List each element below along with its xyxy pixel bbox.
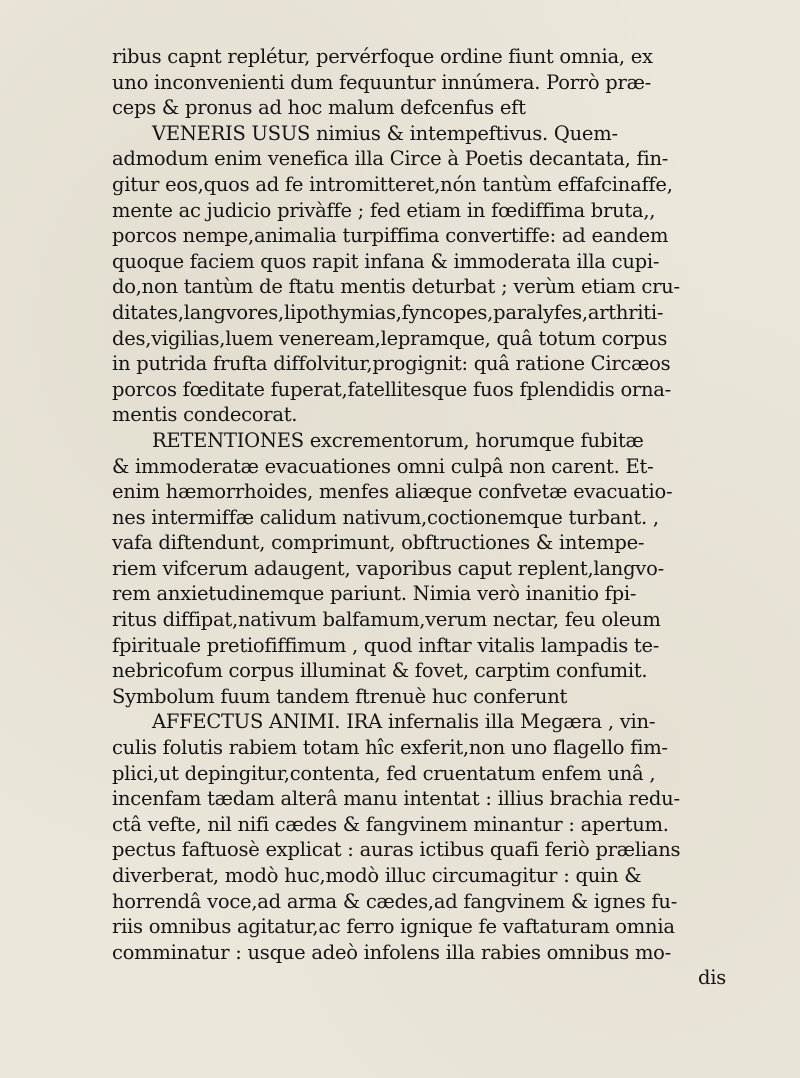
text-line: riis omnibus agitatur,ac ferro ignique fe vaftaturam omnia <box>112 915 675 939</box>
text-line: mente ac judicio privàffe ; fed etiam in fœdiffima bruta,, <box>112 198 656 222</box>
text-line: riem vifcerum adaugent, vaporibus caput replent,langvo- <box>112 556 664 580</box>
text-line: ctâ vefte, nil nifi cædes & fangvinem minantur : apertum. <box>112 812 669 836</box>
text-line: enim hæmorrhoides, menfes aliæque confvetæ evacuatio- <box>112 480 673 504</box>
text-line: porcos nempe,animalia turpiffima convertiffe: ad eandem <box>112 224 669 248</box>
text-line: nes intermiffæ calidum nativum,coctionemque turbant. , <box>112 505 659 529</box>
text-line: ribus capnt replétur, pervérfoque ordine fiunt omnia, ex <box>112 45 653 68</box>
text-line: rem anxietudinemque pariunt. Nimia verò inanitio fpi- <box>112 582 637 606</box>
text-line: Symbolum fuum tandem ftrenuè huc conferunt <box>112 684 568 708</box>
text-line: & immoderatæ evacuationes omni culpâ non carent. Et- <box>112 454 654 478</box>
text-line: mentis condecorat. <box>112 403 298 427</box>
text-line: pectus faftuosè explicat : auras ictibus quafi feriò prælians <box>112 838 681 862</box>
text-line: horrendâ voce,ad arma & cædes,ad fangvinem & ignes fu- <box>112 889 678 913</box>
text-line: ditates,langvores,lipothymias,fyncopes,paralyfes,arthriti- <box>112 300 664 324</box>
text-line: fpirituale pretiofiffimum , quod inftar vitalis lampadis te- <box>112 633 660 657</box>
text-line: culis folutis rabiem totam hîc exferit,non uno flagello fim- <box>112 736 668 760</box>
paragraph-heading-line: RETENTIONES excrementorum, horumque fubitæ <box>152 428 644 452</box>
text-line: do,non tantùm de ftatu mentis deturbat ; verùm etiam cru- <box>112 275 680 299</box>
text-line: quoque faciem quos rapit infana & immoderata illa cupi- <box>112 249 660 273</box>
text-line: ceps & pronus ad hoc malum defcenfus eft <box>112 96 526 120</box>
text-line: gitur eos,quos ad fe intromitteret,nón tantùm effafcinaffe, <box>112 172 673 196</box>
text-line: comminatur : usque adeò infolens illa rabies omnibus mo- <box>112 940 672 964</box>
paragraph-heading-line: VENERIS USUS nimius & intempeftivus. Quem- <box>152 121 618 145</box>
text-line: in putrida frufta diffolvitur,progignit: quâ ratione Circæos <box>112 352 671 376</box>
latin-text-body <box>112 44 772 991</box>
text-line: vafa diftendunt, comprimunt, obftructiones & intempe- <box>112 531 645 555</box>
catchword: dis <box>698 966 726 990</box>
text-line: admodum enim venefica illa Circe à Poetis decantata, fin- <box>112 147 669 171</box>
text-line: nebricofum corpus illuminat & fovet, carptim confumit. <box>112 659 648 683</box>
text-line: porcos fœditate fuperat,fatellitesque fuos fplendidis orna- <box>112 377 672 401</box>
text-line: des,vigilias,luem veneream,lepramque, quâ totum corpus <box>112 326 668 350</box>
text-line: uno inconvenienti dum fequuntur innúmera. Porrò præ- <box>112 70 652 94</box>
text-line: plici,ut depingitur,contenta, fed cruentatum enfem unâ , <box>112 761 656 785</box>
paragraph-heading-line: AFFECTUS ANIMI. IRA infernalis illa Megæra , vin- <box>152 710 656 734</box>
text-line: incenfam tædam alterâ manu intentat : illius brachia redu- <box>112 787 680 811</box>
text-line: diverberat, modò huc,modò illuc circumagitur : quin & <box>112 864 642 887</box>
text-line: ritus diffipat,nativum balfamum,verum nectar, feu oleum <box>112 608 661 632</box>
